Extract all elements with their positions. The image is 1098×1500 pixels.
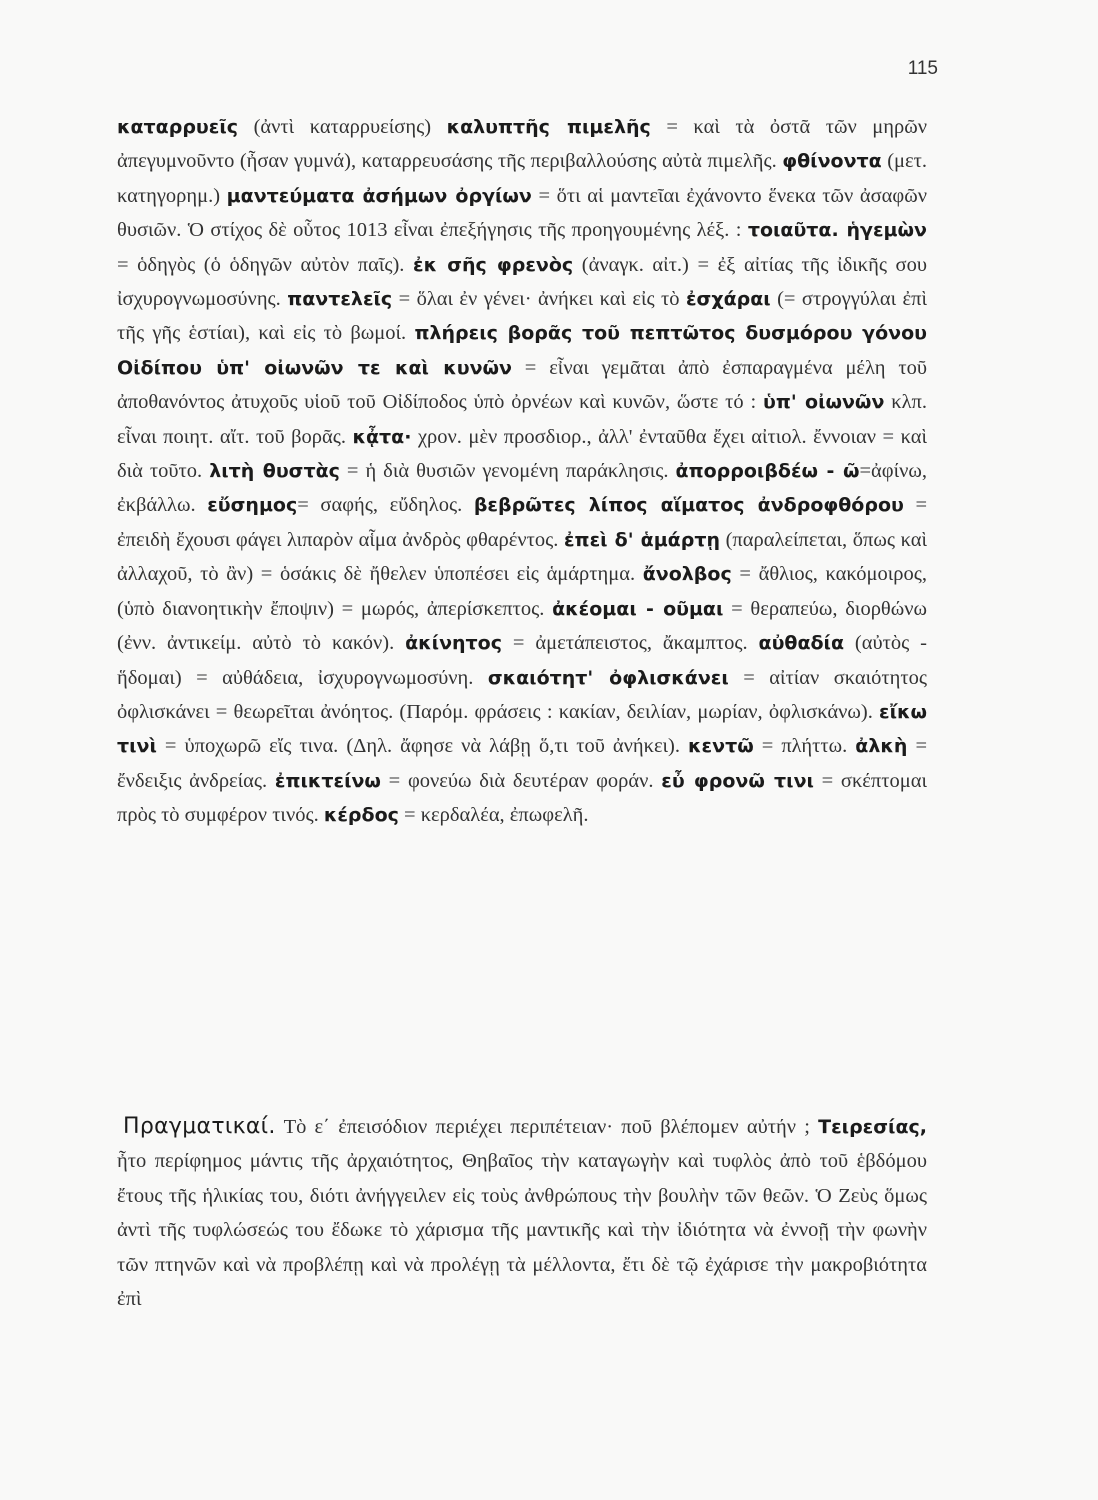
lemma-term: ἐπικτείνω [274, 769, 381, 792]
lemma-term: εἴκω τινὶ [117, 700, 927, 758]
lemma-term: κεντῶ [688, 735, 754, 758]
gloss-text: = ἡ διὰ θυσιῶν γενομένη παράκλησις. [339, 460, 676, 483]
gloss-text: = θεραπεύω, διορθώνω (ἐνν. ἀντικείμ. αὐτὸ τὸ κακόν). [117, 597, 927, 655]
lemma-term: ἀπορροιβδέω - ῶ [675, 460, 860, 483]
lemma-term: λιτὴ θυστὰς [209, 460, 340, 483]
lemma-term: Τειρεσίας, [818, 1116, 927, 1138]
gloss-text: = σαφής, εὔδηλος. [297, 494, 474, 517]
gloss-text: = ὅτι αἱ μαντεῖαι ἐχάνοντο ἕνεκα τῶν ἀσαφῶν θυσιῶν. Ὁ στίχος δὲ οὗτος 1013 εἶναι ἐπεξήγησις τῆς προηγουμένης λέξ. : [117, 184, 927, 242]
lemma-term: καταρρυεῖς [117, 116, 239, 138]
lemma-term: μαντεύματα ἀσήμων ὀργίων [226, 184, 532, 207]
lemma-term: ἐπεὶ δ' ἁμάρτῃ [563, 528, 720, 551]
lemma-term: αὐθαδία [758, 632, 845, 655]
gloss-text: (μετ. κατηγορημ.) [117, 150, 927, 207]
gloss-text: =ἀφίνω, ἐκβάλλω. [117, 460, 928, 517]
gloss-text: χρον. μὲν προσδιορ., ἀλλ' ἐνταῦθα ἔχει αἰτιολ. ἔννοιαν = καὶ διὰ τοῦτο. [117, 425, 927, 483]
lemma-term: τοιαῦτα. ἡγεμὼν [747, 219, 927, 242]
lemma-term: καλυπτῆς πιμελῆς [446, 116, 651, 138]
lemma-term: ἀκέομαι - οῦμαι [552, 597, 724, 620]
gloss-text: = πλήττω. [753, 735, 856, 758]
gloss-text: = ἐπειδὴ ἔχουσι φάγει λιπαρὸν αἷμα ἀνδρὸς φθαρέντος. [117, 494, 928, 551]
lemma-term: παντελεῖς [287, 288, 393, 311]
lemma-term: εὖ φρονῶ τινι [661, 769, 814, 792]
lemma-term: ὑπ' οἰωνῶν [763, 391, 885, 414]
gloss-text: (= στρογγύλαι ἐπὶ τῆς γῆς ἑστίαι), καὶ εἰς τὸ βωμοί. [117, 288, 928, 345]
gloss-text: = ἔνδειξις ἀνδρείας. [117, 735, 927, 792]
lemma-term: πλήρεις βορᾶς τοῦ πεπτῶτος δυσμόρου γόνου Οἰδίπου ὑπ' οἰωνῶν τε καὶ κυνῶν [117, 322, 927, 379]
gloss-text: Τὸ ε΄ ἐπεισόδιον περιέχει περιπέτειαν· ποῦ βλέπομεν αὐτήν ; [275, 1116, 819, 1138]
gloss-text: (αὐτὸς - ἥδομαι) = αὐθάδεια, ἰσχυρογνωμοσύνη. [117, 632, 927, 689]
lemma-term: ἄνολβος [642, 563, 732, 586]
gloss-text: = φονεύω διὰ δευτέραν φοράν. [380, 769, 662, 792]
lemma-term: κᾆτα· [352, 425, 412, 448]
gloss-text: = ἀμετάπειστος, ἄκαμπτος. [502, 632, 759, 655]
gloss-text: = σκέπτομαι πρὸς τὸ συμφέρον τινός. [117, 769, 927, 827]
gloss-text: = ὑποχωρῶ εἴς τινα. (Δηλ. ἄφησε νὰ λάβῃ ὅ,τι τοῦ ἀνήκει). [156, 735, 689, 758]
lemma-term: ἀλκὴ [855, 735, 908, 758]
gloss-text: = ὁδηγὸς (ὁ ὁδηγῶν αὐτὸν παῖς). [117, 253, 414, 276]
lemma-term: φθίνοντα [782, 150, 882, 173]
gloss-text: κλπ. εἶναι ποιητ. αἴτ. τοῦ βορᾶς. [117, 391, 927, 448]
section-heading: Πραγματικαί. [123, 1114, 276, 1139]
gloss-text: (ἀναγκ. αἰτ.) = ἐξ αἰτίας τῆς ἰδικῆς σου ἰσχυρογνωμοσύνης. [117, 253, 927, 311]
gloss-text: = κερδαλέα, ἐπωφελῆ. [398, 804, 589, 827]
gloss-text: = ὅλαι ἐν γένει· ἀνήκει καὶ εἰς τὸ [392, 288, 686, 311]
gloss-text: = ἄθλιος, κακόμοιρος, (ὑπὸ διανοητικὴν ἔποψιν) = μωρός, ἀπερίσκεπτος. [117, 563, 927, 620]
lemma-term: ἐκ σῆς φρενὸς [413, 253, 574, 276]
lemma-term: εὔσημος [207, 494, 298, 517]
commentary-paragraph [117, 110, 927, 833]
lemma-term: ἀκίνητος [405, 632, 502, 655]
gloss-text: (παραλείπεται, ὅπως καὶ ἀλλαχοῦ, τὸ ἂν) = ὁσάκις δὲ ἤθελεν ὑποπέσει εἰς ἁμάρτημα. [117, 528, 927, 586]
lemma-term: σκαιότητ' ὀφλισκάνει [487, 666, 729, 689]
gloss-text: ἦτο περίφημος μάντις τῆς ἀρχαιότητος, Θηβαῖος τὴν καταγωγὴν καὶ τυφλὸς ἀπὸ τοῦ ἑβδόμου ἔτους τῆς ἡλικίας του, διότι ἀνήγγειλεν εἰς τοὺς ἀνθρώπους τὴν βουλὴν τῶν θεῶν. Ὁ Ζεὺς ὅμως ἀντὶ τῆς τυφλώσεώς του ἔδωκε τὸ χάρισμα τῆς μαντικῆς καὶ τὴν ἰδιότητα νὰ ἐννοῇ τὴν φωνὴν τῶν πτηνῶν καὶ νὰ προβλέπῃ καὶ νὰ προλέγῃ τὰ μέλλοντα, ἔτι δὲ τῷ ἐχάρισε τὴν μακροβιότητα ἐπὶ [117, 1150, 927, 1311]
lemma-term: ἐσχάραι [685, 288, 771, 311]
page-number: 115 [907, 58, 938, 79]
gloss-text: (ἀντὶ καταρρυείσης) [238, 116, 447, 138]
lemma-term: βεβρῶτες λίπος αἵματος ἀνδροφθόρου [473, 494, 904, 517]
gloss-text: = καὶ τὰ ὀστᾶ τῶν μηρῶν ἀπεγυμνοῦντο (ἦσαν γυμνά), καταρρευσάσης τῆς περιβαλλούσης αὐτὰ πιμελῆς. [117, 116, 927, 173]
lemma-term: κέρδος [323, 804, 399, 827]
gloss-text: = εἶναι γεμᾶται ἀπὸ ἐσπαραγμένα μέλη τοῦ ἀποθανόντος ἀτυχοῦς υἱοῦ τοῦ Οἰδίποδος ὑπὸ ὀρνέων καὶ κυνῶν, ὥστε τό : [117, 356, 927, 414]
realia-paragraph [117, 1110, 927, 1316]
gloss-text: = αἰτίαν σκαιότητος ὀφλισκάνει = θεωρεῖται ἀνόητος. (Παρόμ. φράσεις : κακίαν, δειλίαν, μωρίαν, ὀφλισκάνω). [117, 666, 927, 723]
